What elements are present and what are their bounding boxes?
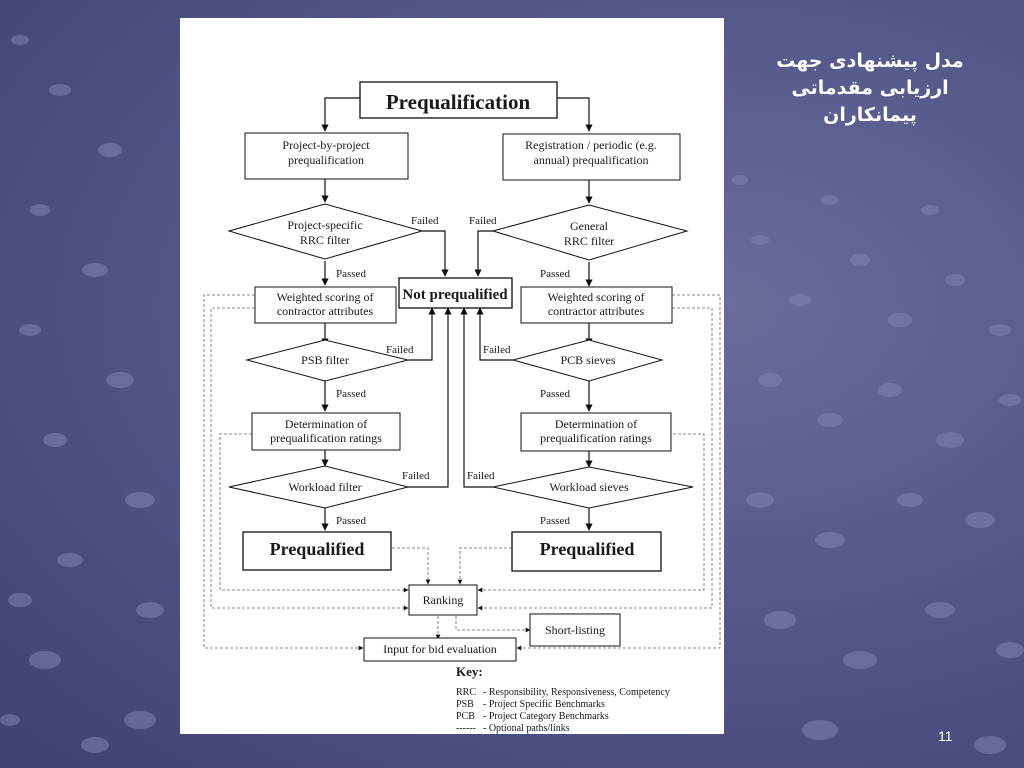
left-scoring-label-1: Weighted scoring of bbox=[276, 290, 374, 304]
right-branch-label-1: Registration / periodic (e.g. bbox=[525, 138, 657, 152]
pcb-sieves-label: PCB sieves bbox=[560, 353, 616, 367]
workload-filter-label: Workload filter bbox=[288, 480, 362, 494]
left-rrc-filter-label-1: Project-specific bbox=[287, 218, 363, 232]
key-abbr-optional: ------ bbox=[456, 723, 476, 734]
passed-label: Passed bbox=[336, 388, 366, 400]
bid-evaluation-label: Input for bid evaluation bbox=[383, 642, 497, 656]
right-rrc-filter-label-1: General bbox=[570, 219, 608, 233]
right-branch-label-2: annual) prequalification bbox=[533, 153, 649, 167]
key-title: Key: bbox=[456, 664, 483, 679]
key-desc-pcb: - Project Category Benchmarks bbox=[483, 711, 609, 722]
key-abbr-psb: PSB bbox=[456, 699, 474, 710]
failed-label: Failed bbox=[469, 215, 497, 227]
flowchart-svg bbox=[180, 18, 724, 734]
failed-label: Failed bbox=[402, 470, 430, 482]
slide-title-line-3: پیمانکاران bbox=[823, 104, 917, 126]
right-prequalified-label: Prequalified bbox=[539, 539, 635, 559]
left-scoring-label-2: contractor attributes bbox=[276, 304, 374, 318]
failed-label: Failed bbox=[483, 344, 511, 356]
not-prequalified-label: Not prequalified bbox=[402, 287, 508, 303]
left-prequalified-label: Prequalified bbox=[269, 539, 365, 559]
key-legend bbox=[456, 664, 670, 734]
failed-label: Failed bbox=[411, 215, 439, 227]
ranking-label: Ranking bbox=[422, 593, 464, 607]
slide-title-line-2: ارزیابی مقدماتی bbox=[791, 77, 949, 99]
psb-filter-label: PSB filter bbox=[301, 353, 349, 367]
key-abbr-pcb: PCB bbox=[456, 711, 475, 722]
page-number: 11 bbox=[938, 728, 953, 744]
right-scoring-label-1: Weighted scoring of bbox=[547, 290, 645, 304]
left-ratings-label-1: Determination of bbox=[284, 417, 368, 431]
right-ratings-label-2: prequalification ratings bbox=[540, 431, 652, 445]
passed-label: Passed bbox=[540, 388, 570, 400]
failed-label: Failed bbox=[467, 470, 495, 482]
right-scoring-label-2: contractor attributes bbox=[547, 304, 645, 318]
key-desc-rrc: - Responsibility, Responsiveness, Competency bbox=[483, 687, 670, 698]
left-ratings-label-2: prequalification ratings bbox=[270, 431, 382, 445]
slide-title-line-1: مدل پیشنهادی جهت bbox=[776, 50, 964, 72]
left-branch-label-1: Project-by-project bbox=[282, 138, 370, 152]
prequalification-label: Prequalification bbox=[385, 90, 531, 114]
left-branch-label-2: prequalification bbox=[288, 153, 364, 167]
right-rrc-filter-label-2: RRC filter bbox=[563, 234, 615, 248]
short-listing-label: Short-listing bbox=[544, 623, 606, 637]
left-rrc-filter-label-2: RRC filter bbox=[299, 233, 351, 247]
prequalification-flowchart-figure bbox=[180, 18, 724, 734]
right-ratings-label-1: Determination of bbox=[554, 417, 638, 431]
key-abbr-rrc: RRC bbox=[456, 687, 477, 698]
passed-label: Passed bbox=[336, 268, 366, 280]
failed-label: Failed bbox=[386, 344, 414, 356]
workload-sieves-label: Workload sieves bbox=[549, 480, 629, 494]
slide-title bbox=[740, 48, 1000, 129]
key-desc-psb: - Project Specific Benchmarks bbox=[483, 699, 605, 710]
passed-label: Passed bbox=[540, 268, 570, 280]
key-desc-optional: - Optional paths/links bbox=[483, 723, 570, 734]
passed-label: Passed bbox=[540, 515, 570, 527]
passed-label: Passed bbox=[336, 515, 366, 527]
